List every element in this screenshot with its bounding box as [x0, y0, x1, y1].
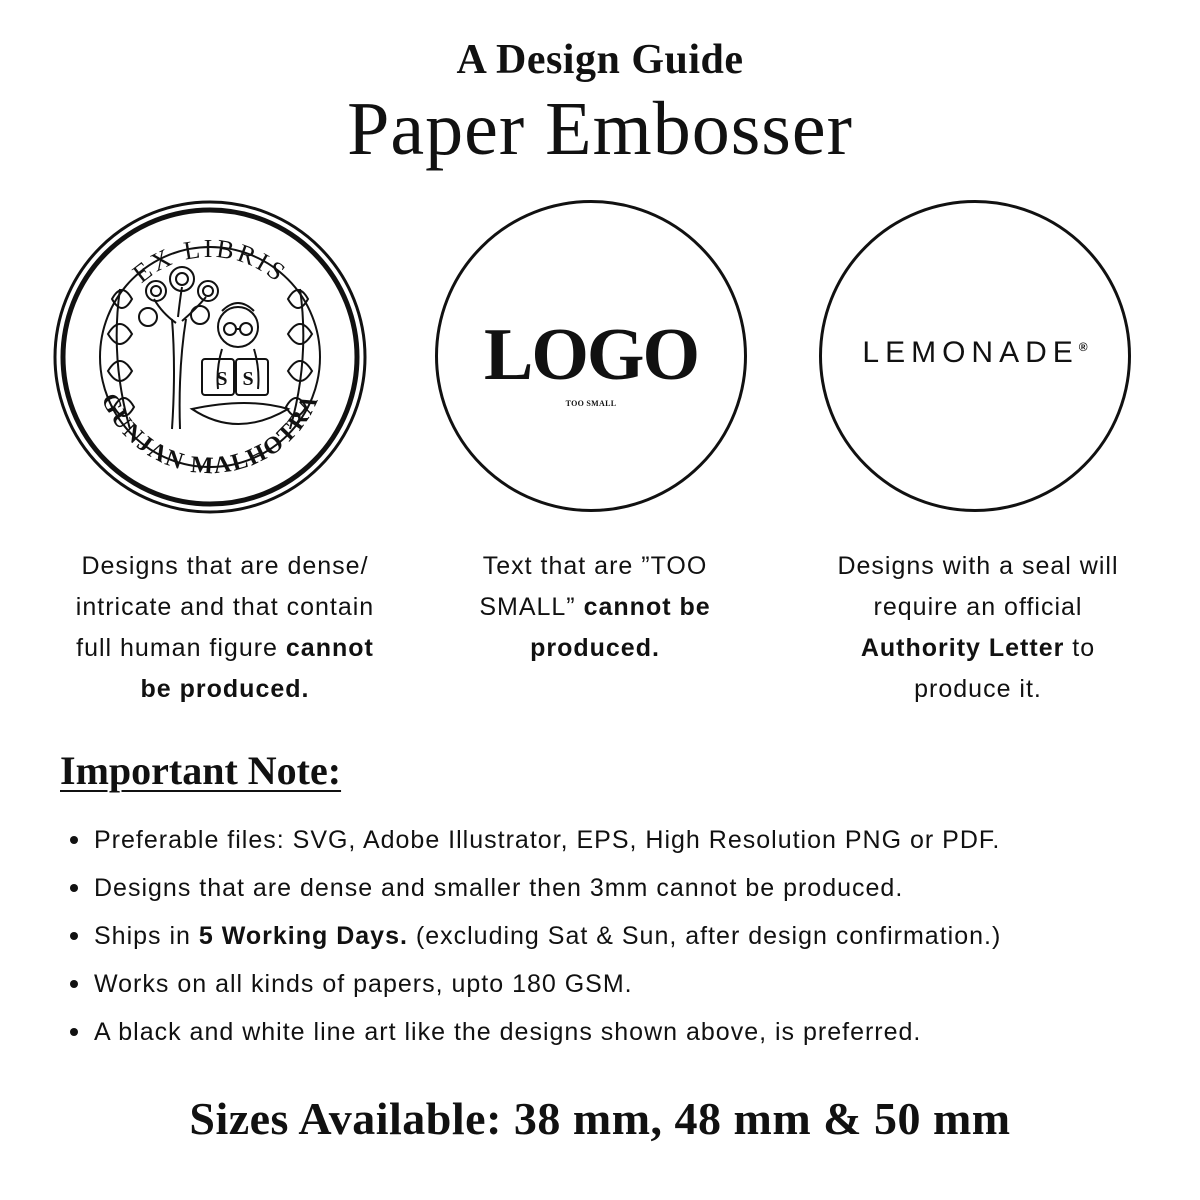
- list-item: [64, 1010, 1184, 1058]
- caption-seal-authority: [808, 546, 1148, 710]
- caption-line: require an official: [873, 593, 1083, 621]
- guide-kicker: A Design Guide: [456, 37, 744, 83]
- note-emphasis: 5 Working Days.: [198, 922, 408, 950]
- brand-example-text: [819, 338, 1131, 368]
- bullet-icon: [70, 836, 78, 844]
- seal-top-text: EX LIBRIS: [127, 233, 293, 289]
- brand-name: LEMONADE: [862, 336, 1079, 369]
- caption-emphasis: cannot be: [583, 593, 711, 621]
- caption-emphasis: be produced.: [140, 675, 310, 703]
- note-text: A black and white line art like the designs shown above, is preferred.: [94, 1018, 922, 1046]
- note-text: Preferable files: SVG, Adobe Illustrator, EPS, High Resolution PNG or PDF.: [94, 826, 1001, 854]
- caption-line: intricate and that contain: [75, 593, 375, 621]
- caption-line: full human figure: [76, 634, 286, 662]
- important-note-heading: Important Note:: [60, 748, 342, 793]
- registered-mark: ®: [1078, 340, 1088, 354]
- caption-line: Designs with a seal will: [837, 552, 1119, 580]
- note-text: Ships in: [94, 922, 199, 950]
- too-small-text: TOO SMALL: [565, 399, 617, 408]
- important-note-list: [64, 818, 1184, 1058]
- caption-dense-designs: [40, 546, 410, 710]
- sizes-available: Sizes Available: 38 mm, 48 mm & 50 mm: [189, 1093, 1011, 1144]
- seal-book-letters: S S: [216, 368, 254, 390]
- bullet-icon: [70, 980, 78, 988]
- note-text: (excluding Sat & Sun, after design confirmation.): [407, 922, 1002, 950]
- ex-libris-seal-image: [52, 199, 368, 515]
- caption-line: produce it.: [914, 675, 1042, 703]
- list-item: [64, 866, 1184, 914]
- caption-line: Designs that are dense/: [81, 552, 369, 580]
- caption-line: Text that are ”TOO: [482, 552, 708, 580]
- logo-example-text: LOGO: [483, 314, 699, 396]
- list-item: [64, 818, 1184, 866]
- page-title: Paper Embosser: [347, 87, 853, 171]
- list-item: [64, 914, 1184, 962]
- bullet-icon: [70, 884, 78, 892]
- bullet-icon: [70, 932, 78, 940]
- caption-emphasis: cannot: [285, 634, 374, 662]
- note-text: Works on all kinds of papers, upto 180 GSM.: [94, 970, 633, 998]
- caption-small-text: [440, 546, 750, 669]
- list-item: [64, 962, 1184, 1010]
- caption-line: SMALL”: [479, 593, 584, 621]
- bullet-icon: [70, 1028, 78, 1036]
- caption-line: to: [1064, 634, 1096, 662]
- note-text: Designs that are dense and smaller then 3mm cannot be produced.: [94, 874, 904, 902]
- caption-emphasis: produced.: [530, 634, 660, 662]
- seal-bottom-text: GUNJAN MALHOTRA: [95, 389, 325, 480]
- caption-emphasis: Authority Letter: [860, 634, 1065, 662]
